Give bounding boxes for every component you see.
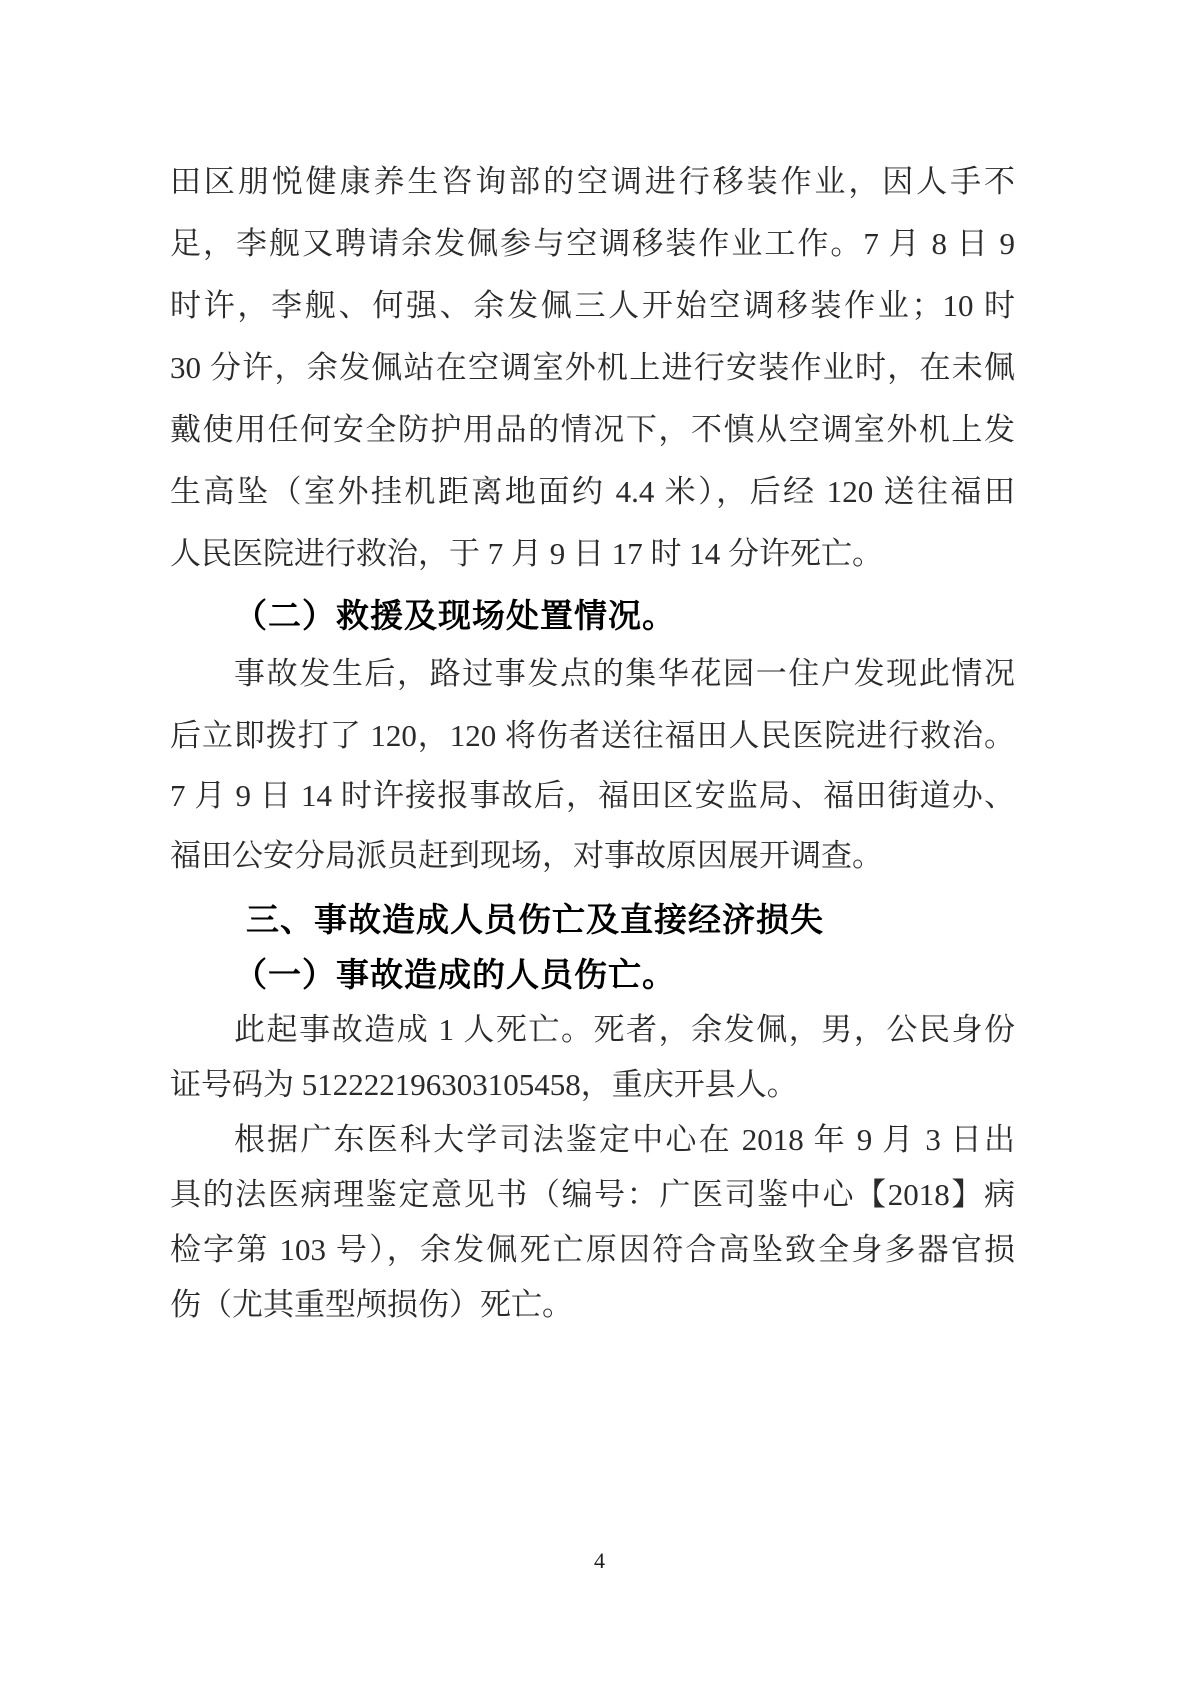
body-line: 7 月 9 日 14 时许接报事故后，福田区安监局、福田街道办、 [170, 778, 1015, 813]
body-line: 戴使用任何安全防护用品的情况下，不慎从空调室外机上发 [170, 412, 1015, 447]
body-line: 生高坠（室外挂机距离地面约 4.4 米），后经 120 送往福田 [170, 474, 1015, 509]
body-line: 具的法医病理鉴定意见书（编号：广医司鉴中心【2018】病 [170, 1177, 1015, 1212]
body-line: 根据广东医科大学司法鉴定中心在 2018 年 9 月 3 日出 [234, 1122, 1015, 1157]
page-number: 4 [594, 1548, 605, 1573]
body-line: 事故发生后，路过事发点的集华花园一住户发现此情况 [234, 656, 1015, 691]
body-line: 福田公安分局派员赶到现场，对事故原因展开调查。 [170, 838, 883, 873]
body-line: 人民医院进行救治，于 7 月 9 日 17 时 14 分许死亡。 [170, 536, 883, 571]
body-line: 后立即拨打了 120，120 将伤者送往福田人民医院进行救治。 [170, 718, 1015, 753]
body-line: 伤（尤其重型颅损伤）死亡。 [170, 1287, 573, 1322]
section-heading-rescue: （二）救援及现场处置情况。 [234, 597, 676, 634]
document-body [170, 162, 1015, 1340]
body-line: 此起事故造成 1 人死亡。死者，余发佩，男，公民身份 [234, 1012, 1015, 1047]
body-line: 时许，李舰、何强、余发佩三人开始空调移装作业；10 时 [170, 288, 1015, 323]
body-line: 足，李舰又聘请余发佩参与空调移装作业工作。7 月 8 日 9 [170, 226, 1015, 261]
body-line: 检字第 103 号），余发佩死亡原因符合高坠致全身多器官损 [170, 1232, 1015, 1267]
section-heading-casualties: （一）事故造成的人员伤亡。 [234, 956, 676, 993]
body-line: 30 分许，余发佩站在空调室外机上进行安装作业时，在未佩 [170, 350, 1015, 385]
section-heading-casualty-loss: 三、事故造成人员伤亡及直接经济损失 [246, 901, 824, 938]
body-line: 证号码为 512222196303105458，重庆开县人。 [170, 1067, 798, 1102]
body-line: 田区朋悦健康养生咨询部的空调进行移装作业，因人手不 [170, 164, 1015, 199]
